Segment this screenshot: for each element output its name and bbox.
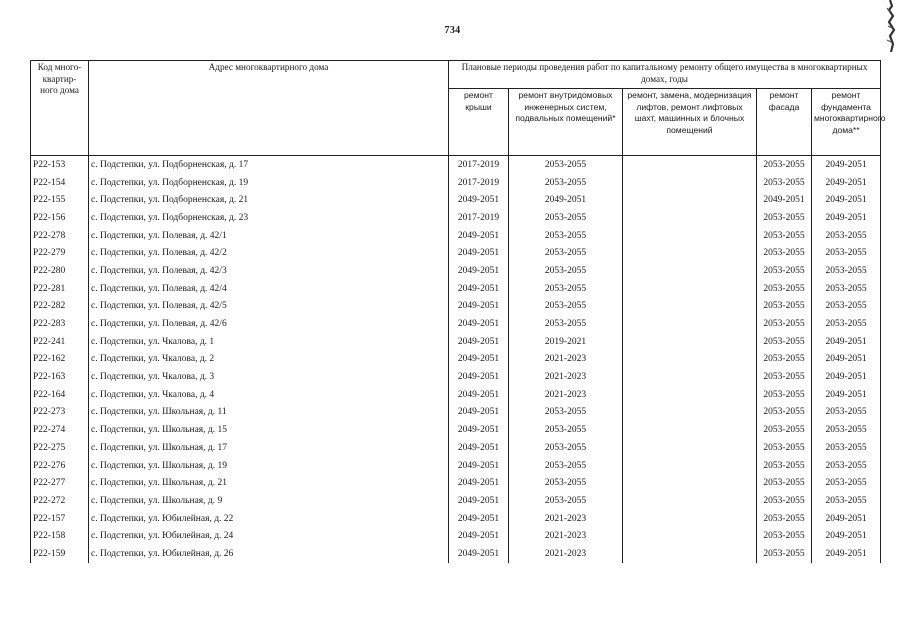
table-body	[31, 156, 881, 563]
cell-foundation: 2053-2055	[812, 227, 881, 245]
cell-elevators	[623, 333, 757, 351]
cell-elevators	[623, 244, 757, 262]
header-roof: ремонт крыши	[449, 89, 509, 156]
header-facade: ремонт фасада	[757, 89, 812, 156]
cell-foundation: 2049-2051	[812, 510, 881, 528]
header-elevators: ремонт, замена, модернизация лифтов, ремонт лифтовых шахт, машинных и блочных помещений	[623, 89, 757, 156]
header-code: Код много- квартир- ного дома	[31, 61, 89, 156]
cell-engineering: 2053-2055	[509, 492, 623, 510]
cell-engineering: 2053-2055	[509, 315, 623, 333]
cell-address: с. Подстепки, ул. Полевая, д. 42/4	[89, 280, 449, 298]
cell-foundation: 2049-2051	[812, 174, 881, 192]
cell-engineering: 2053-2055	[509, 280, 623, 298]
cell-engineering: 2021-2023	[509, 527, 623, 545]
cell-elevators	[623, 298, 757, 316]
cell-elevators	[623, 510, 757, 528]
repair-schedule-table	[30, 60, 886, 563]
table-row	[31, 457, 881, 475]
header-planned-periods: Плановые периоды проведения работ по капитальному ремонту общего имущества в многоквартирных домах, годы	[449, 61, 881, 89]
cell-code: Р22-157	[31, 510, 89, 528]
cell-facade: 2053-2055	[757, 510, 812, 528]
cell-elevators	[623, 351, 757, 369]
cell-foundation: 2053-2055	[812, 457, 881, 475]
cell-facade: 2053-2055	[757, 439, 812, 457]
table-row	[31, 191, 881, 209]
cell-address: с. Подстепки, ул. Юбилейная, д. 22	[89, 510, 449, 528]
cell-foundation: 2053-2055	[812, 439, 881, 457]
cell-elevators	[623, 368, 757, 386]
cell-facade: 2049-2051	[757, 191, 812, 209]
cell-foundation: 2049-2051	[812, 333, 881, 351]
cell-roof: 2049-2051	[449, 280, 509, 298]
cell-foundation: 2053-2055	[812, 262, 881, 280]
cell-address: с. Подстепки, ул. Полевая, д. 42/1	[89, 227, 449, 245]
table-row	[31, 209, 881, 227]
cell-address: с. Подстепки, ул. Полевая, д. 42/3	[89, 262, 449, 280]
cell-roof: 2049-2051	[449, 527, 509, 545]
table-row	[31, 174, 881, 192]
cell-facade: 2053-2055	[757, 227, 812, 245]
cell-code: Р22-276	[31, 457, 89, 475]
cell-roof: 2049-2051	[449, 404, 509, 422]
cell-foundation: 2049-2051	[812, 368, 881, 386]
cell-roof: 2049-2051	[449, 244, 509, 262]
cell-engineering: 2053-2055	[509, 156, 623, 174]
cell-foundation: 2049-2051	[812, 351, 881, 369]
cell-address: с. Подстепки, ул. Подборненская, д. 23	[89, 209, 449, 227]
cell-foundation: 2049-2051	[812, 191, 881, 209]
header-address: Адрес многоквартирного дома	[89, 61, 449, 156]
cell-facade: 2053-2055	[757, 333, 812, 351]
cell-foundation: 2053-2055	[812, 404, 881, 422]
cell-elevators	[623, 492, 757, 510]
cell-elevators	[623, 191, 757, 209]
cell-engineering: 2053-2055	[509, 439, 623, 457]
cell-address: с. Подстепки, ул. Школьная, д. 11	[89, 404, 449, 422]
cell-roof: 2049-2051	[449, 439, 509, 457]
cell-code: Р22-281	[31, 280, 89, 298]
cell-roof: 2049-2051	[449, 227, 509, 245]
cell-code: Р22-164	[31, 386, 89, 404]
cell-facade: 2053-2055	[757, 174, 812, 192]
cell-foundation: 2049-2051	[812, 527, 881, 545]
cell-roof: 2049-2051	[449, 191, 509, 209]
cell-facade: 2053-2055	[757, 545, 812, 563]
cell-address: с. Подстепки, ул. Чкалова, д. 3	[89, 368, 449, 386]
cell-address: с. Подстепки, ул. Полевая, д. 42/5	[89, 298, 449, 316]
cell-engineering: 2053-2055	[509, 298, 623, 316]
cell-foundation: 2049-2051	[812, 156, 881, 174]
cell-roof: 2017-2019	[449, 156, 509, 174]
header-foundation: ремонт фундамента многоквартирного дома**	[812, 89, 881, 156]
table-row	[31, 244, 881, 262]
cell-code: Р22-158	[31, 527, 89, 545]
cell-code: Р22-163	[31, 368, 89, 386]
cell-address: с. Подстепки, ул. Чкалова, д. 1	[89, 333, 449, 351]
cell-engineering: 2053-2055	[509, 174, 623, 192]
cell-foundation: 2053-2055	[812, 280, 881, 298]
cell-engineering: 2021-2023	[509, 351, 623, 369]
cell-roof: 2049-2051	[449, 474, 509, 492]
header-engineering: ремонт внутридомовых инженерных систем, подвальных помещений*	[509, 89, 623, 156]
cell-elevators	[623, 227, 757, 245]
cell-roof: 2049-2051	[449, 333, 509, 351]
cell-code: Р22-273	[31, 404, 89, 422]
table-row	[31, 492, 881, 510]
cell-elevators	[623, 404, 757, 422]
cell-address: с. Подстепки, ул. Юбилейная, д. 24	[89, 527, 449, 545]
cell-engineering: 2021-2023	[509, 545, 623, 563]
cell-foundation: 2053-2055	[812, 315, 881, 333]
cell-elevators	[623, 545, 757, 563]
cell-elevators	[623, 421, 757, 439]
cell-address: с. Подстепки, ул. Подборненская, д. 19	[89, 174, 449, 192]
cell-facade: 2053-2055	[757, 492, 812, 510]
cell-roof: 2017-2019	[449, 174, 509, 192]
cell-roof: 2049-2051	[449, 368, 509, 386]
cell-roof: 2049-2051	[449, 421, 509, 439]
table-row	[31, 280, 881, 298]
cell-elevators	[623, 262, 757, 280]
table-row	[31, 315, 881, 333]
cell-foundation: 2053-2055	[812, 298, 881, 316]
cell-facade: 2053-2055	[757, 298, 812, 316]
cell-engineering: 2053-2055	[509, 404, 623, 422]
cell-engineering: 2053-2055	[509, 209, 623, 227]
cell-facade: 2053-2055	[757, 244, 812, 262]
table-row	[31, 474, 881, 492]
table-row	[31, 262, 881, 280]
cell-elevators	[623, 280, 757, 298]
cell-code: Р22-278	[31, 227, 89, 245]
table-row	[31, 351, 881, 369]
cell-facade: 2053-2055	[757, 421, 812, 439]
cell-address: с. Подстепки, ул. Полевая, д. 42/6	[89, 315, 449, 333]
cell-facade: 2053-2055	[757, 351, 812, 369]
cell-foundation: 2049-2051	[812, 386, 881, 404]
cell-elevators	[623, 156, 757, 174]
cell-address: с. Подстепки, ул. Школьная, д. 17	[89, 439, 449, 457]
cell-code: Р22-154	[31, 174, 89, 192]
cell-facade: 2053-2055	[757, 404, 812, 422]
cell-foundation: 2053-2055	[812, 244, 881, 262]
cell-foundation: 2053-2055	[812, 474, 881, 492]
cell-code: Р22-283	[31, 315, 89, 333]
cell-facade: 2053-2055	[757, 474, 812, 492]
table-row	[31, 527, 881, 545]
cell-roof: 2049-2051	[449, 298, 509, 316]
table-row	[31, 368, 881, 386]
cell-elevators	[623, 474, 757, 492]
cell-facade: 2053-2055	[757, 368, 812, 386]
table-row	[31, 404, 881, 422]
cell-code: Р22-282	[31, 298, 89, 316]
table-row	[31, 298, 881, 316]
cell-elevators	[623, 174, 757, 192]
table-row	[31, 439, 881, 457]
table-row	[31, 333, 881, 351]
cell-engineering: 2049-2051	[509, 191, 623, 209]
cell-address: с. Подстепки, ул. Школьная, д. 9	[89, 492, 449, 510]
cell-elevators	[623, 209, 757, 227]
cell-elevators	[623, 315, 757, 333]
cell-facade: 2053-2055	[757, 457, 812, 475]
cell-facade: 2053-2055	[757, 280, 812, 298]
cell-roof: 2049-2051	[449, 351, 509, 369]
cell-code: Р22-156	[31, 209, 89, 227]
cell-engineering: 2021-2023	[509, 510, 623, 528]
cell-code: Р22-279	[31, 244, 89, 262]
cell-address: с. Подстепки, ул. Подборненская, д. 17	[89, 156, 449, 174]
cell-roof: 2017-2019	[449, 209, 509, 227]
table-row	[31, 156, 881, 174]
cell-engineering: 2053-2055	[509, 457, 623, 475]
cell-engineering: 2053-2055	[509, 262, 623, 280]
cell-code: Р22-241	[31, 333, 89, 351]
cell-facade: 2053-2055	[757, 315, 812, 333]
cell-roof: 2049-2051	[449, 510, 509, 528]
cell-code: Р22-275	[31, 439, 89, 457]
cell-address: с. Подстепки, ул. Школьная, д. 19	[89, 457, 449, 475]
cell-roof: 2049-2051	[449, 386, 509, 404]
table-row	[31, 510, 881, 528]
cell-code: Р22-155	[31, 191, 89, 209]
cell-code: Р22-277	[31, 474, 89, 492]
cell-roof: 2049-2051	[449, 492, 509, 510]
cell-address: с. Подстепки, ул. Чкалова, д. 4	[89, 386, 449, 404]
cell-facade: 2053-2055	[757, 209, 812, 227]
cell-facade: 2053-2055	[757, 527, 812, 545]
cell-engineering: 2019-2021	[509, 333, 623, 351]
cell-roof: 2049-2051	[449, 457, 509, 475]
scan-artifact	[883, 0, 897, 52]
cell-facade: 2053-2055	[757, 156, 812, 174]
table-row	[31, 386, 881, 404]
cell-elevators	[623, 386, 757, 404]
cell-address: с. Подстепки, ул. Полевая, д. 42/2	[89, 244, 449, 262]
cell-code: Р22-162	[31, 351, 89, 369]
cell-engineering: 2021-2023	[509, 386, 623, 404]
cell-address: с. Подстепки, ул. Юбилейная, д. 26	[89, 545, 449, 563]
cell-engineering: 2053-2055	[509, 244, 623, 262]
cell-code: Р22-280	[31, 262, 89, 280]
cell-elevators	[623, 527, 757, 545]
cell-engineering: 2053-2055	[509, 474, 623, 492]
table-row	[31, 227, 881, 245]
cell-address: с. Подстепки, ул. Школьная, д. 21	[89, 474, 449, 492]
cell-engineering: 2021-2023	[509, 368, 623, 386]
header-row-top	[31, 61, 881, 89]
table-row	[31, 545, 881, 563]
cell-code: Р22-153	[31, 156, 89, 174]
cell-address: с. Подстепки, ул. Чкалова, д. 2	[89, 351, 449, 369]
page-number: 734	[444, 25, 461, 36]
cell-engineering: 2053-2055	[509, 421, 623, 439]
cell-foundation: 2053-2055	[812, 492, 881, 510]
cell-facade: 2053-2055	[757, 262, 812, 280]
table-row	[31, 421, 881, 439]
cell-roof: 2049-2051	[449, 262, 509, 280]
cell-elevators	[623, 439, 757, 457]
cell-foundation: 2049-2051	[812, 545, 881, 563]
cell-roof: 2049-2051	[449, 315, 509, 333]
cell-facade: 2053-2055	[757, 386, 812, 404]
cell-address: с. Подстепки, ул. Подборненская, д. 21	[89, 191, 449, 209]
cell-engineering: 2053-2055	[509, 227, 623, 245]
cell-code: Р22-159	[31, 545, 89, 563]
cell-foundation: 2049-2051	[812, 209, 881, 227]
cell-code: Р22-272	[31, 492, 89, 510]
cell-address: с. Подстепки, ул. Школьная, д. 15	[89, 421, 449, 439]
cell-foundation: 2053-2055	[812, 421, 881, 439]
cell-elevators	[623, 457, 757, 475]
cell-code: Р22-274	[31, 421, 89, 439]
cell-roof: 2049-2051	[449, 545, 509, 563]
